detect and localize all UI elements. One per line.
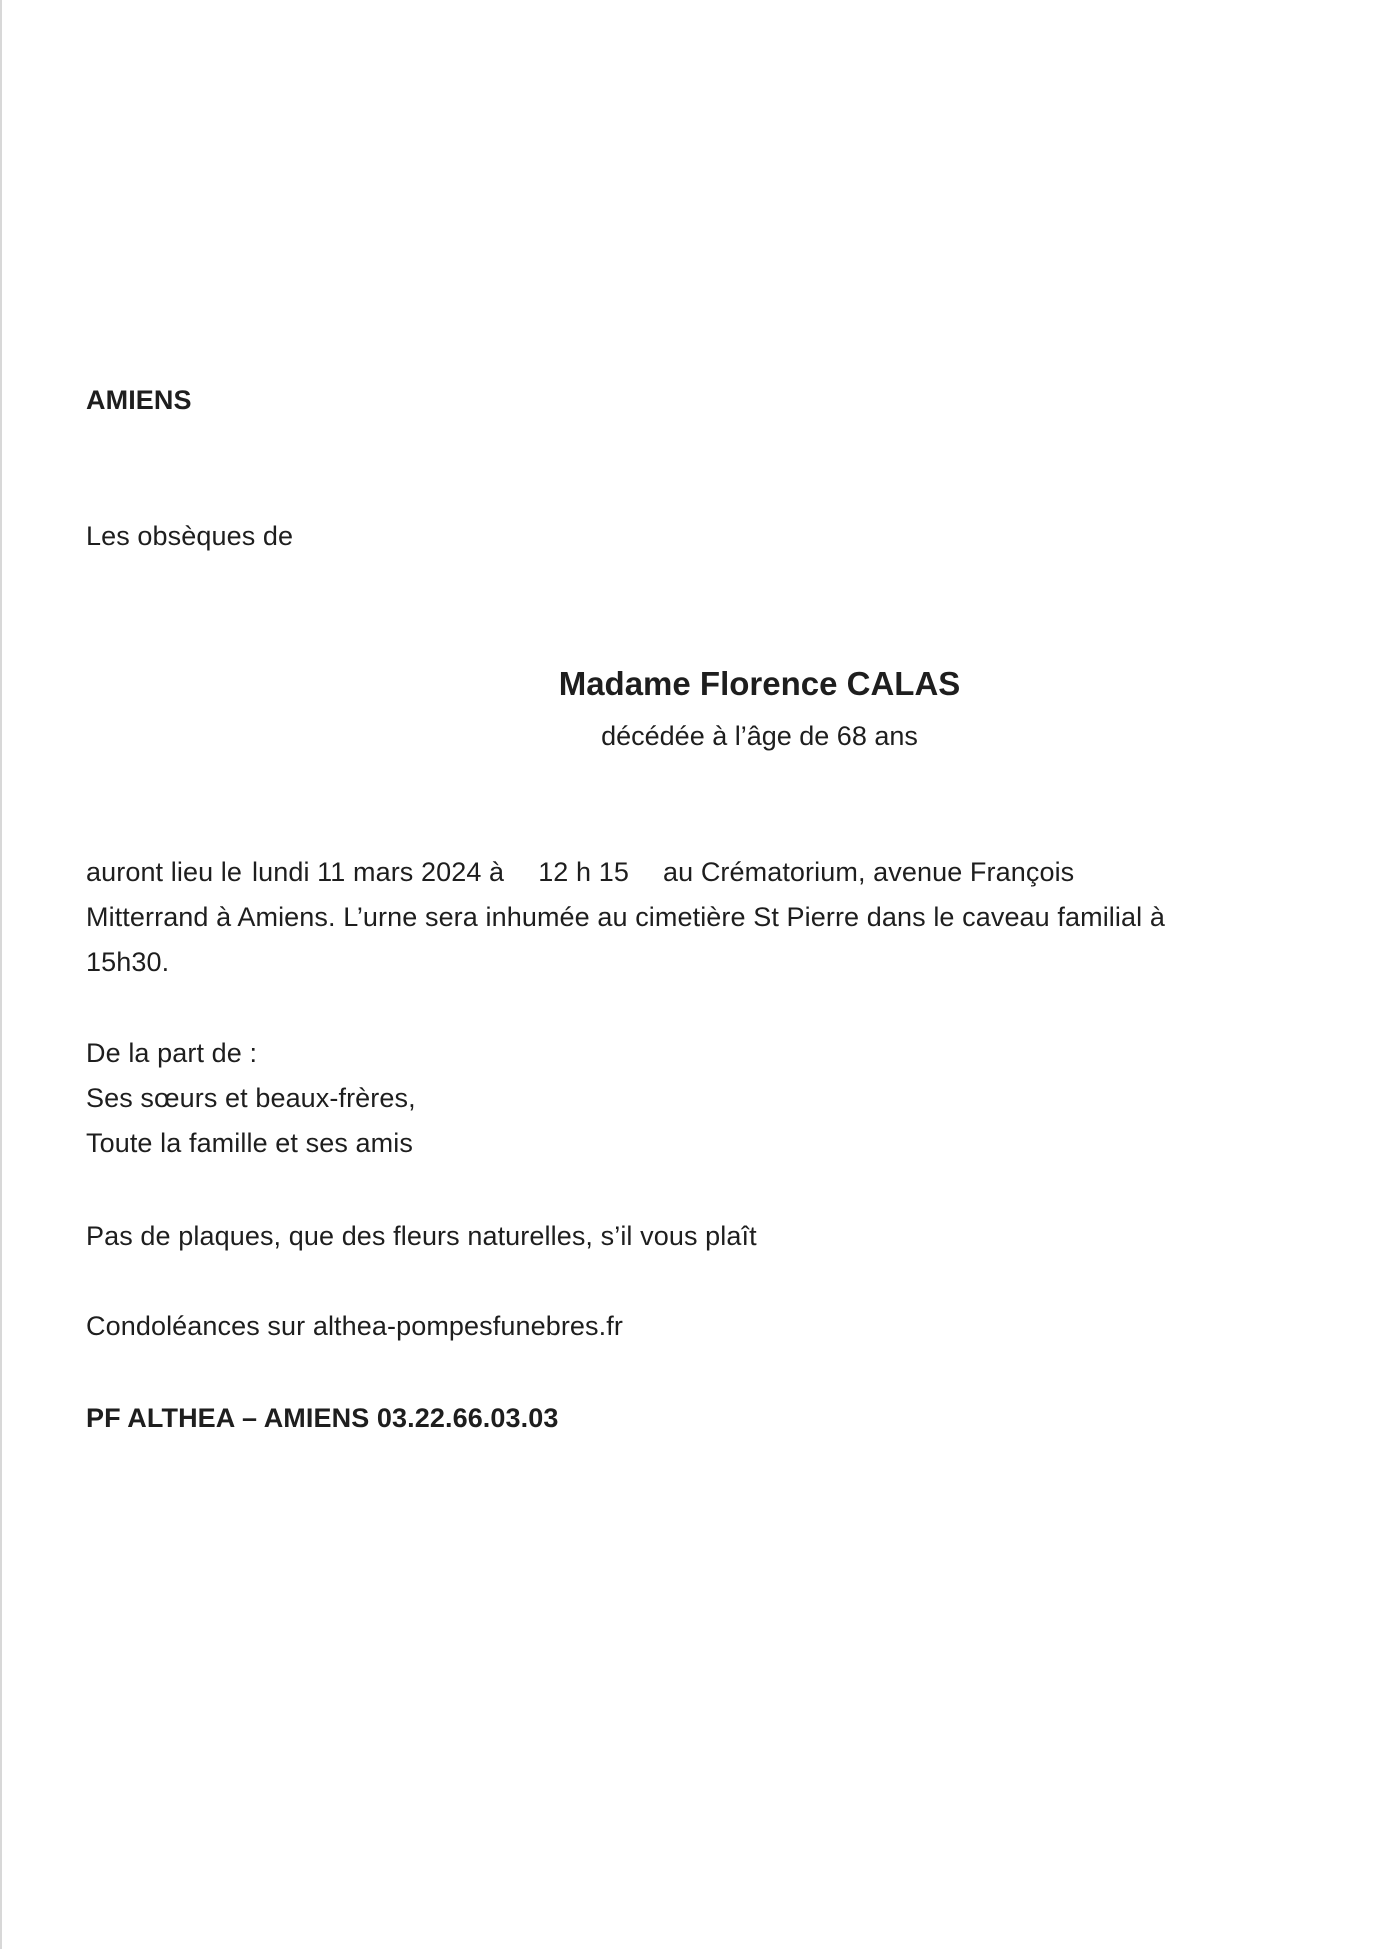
from-line-family: Ses sœurs et beaux-frères, <box>86 1083 416 1113</box>
ceremony-date: lundi 11 mars 2024 à <box>252 857 505 887</box>
ceremony-place: au Crématorium, avenue François <box>662 857 1075 887</box>
funeral-home-contact: PF ALTHEA – AMIENS 03.22.66.03.03 <box>86 1403 559 1433</box>
flowers-note: Pas de plaques, que des fleurs naturelles, s’il vous plaît <box>86 1221 757 1251</box>
scan-edge <box>0 0 2 1949</box>
ceremony-time: 12 h 15 <box>538 857 629 887</box>
deceased-name: Madame Florence CALAS <box>558 665 961 702</box>
condolences-text: Condoléances sur althea-pompesfunebres.fr <box>86 1311 623 1341</box>
ceremony-line-3: 15h30. <box>86 947 170 977</box>
ceremony-line-1 <box>86 854 1074 890</box>
intro-text: Les obsèques de <box>86 521 294 551</box>
ceremony-line-2: Mitterrand à Amiens. L’urne sera inhumée au cimetière St Pierre dans le caveau familial à <box>86 902 1165 932</box>
deceased-age: décédée à l’âge de 68 ans <box>601 721 918 751</box>
from-heading: De la part de : <box>86 1038 258 1068</box>
from-line-friends: Toute la famille et ses amis <box>86 1128 413 1158</box>
city-heading: AMIENS <box>86 385 192 415</box>
ceremony-prefix: auront lieu le <box>86 857 243 887</box>
